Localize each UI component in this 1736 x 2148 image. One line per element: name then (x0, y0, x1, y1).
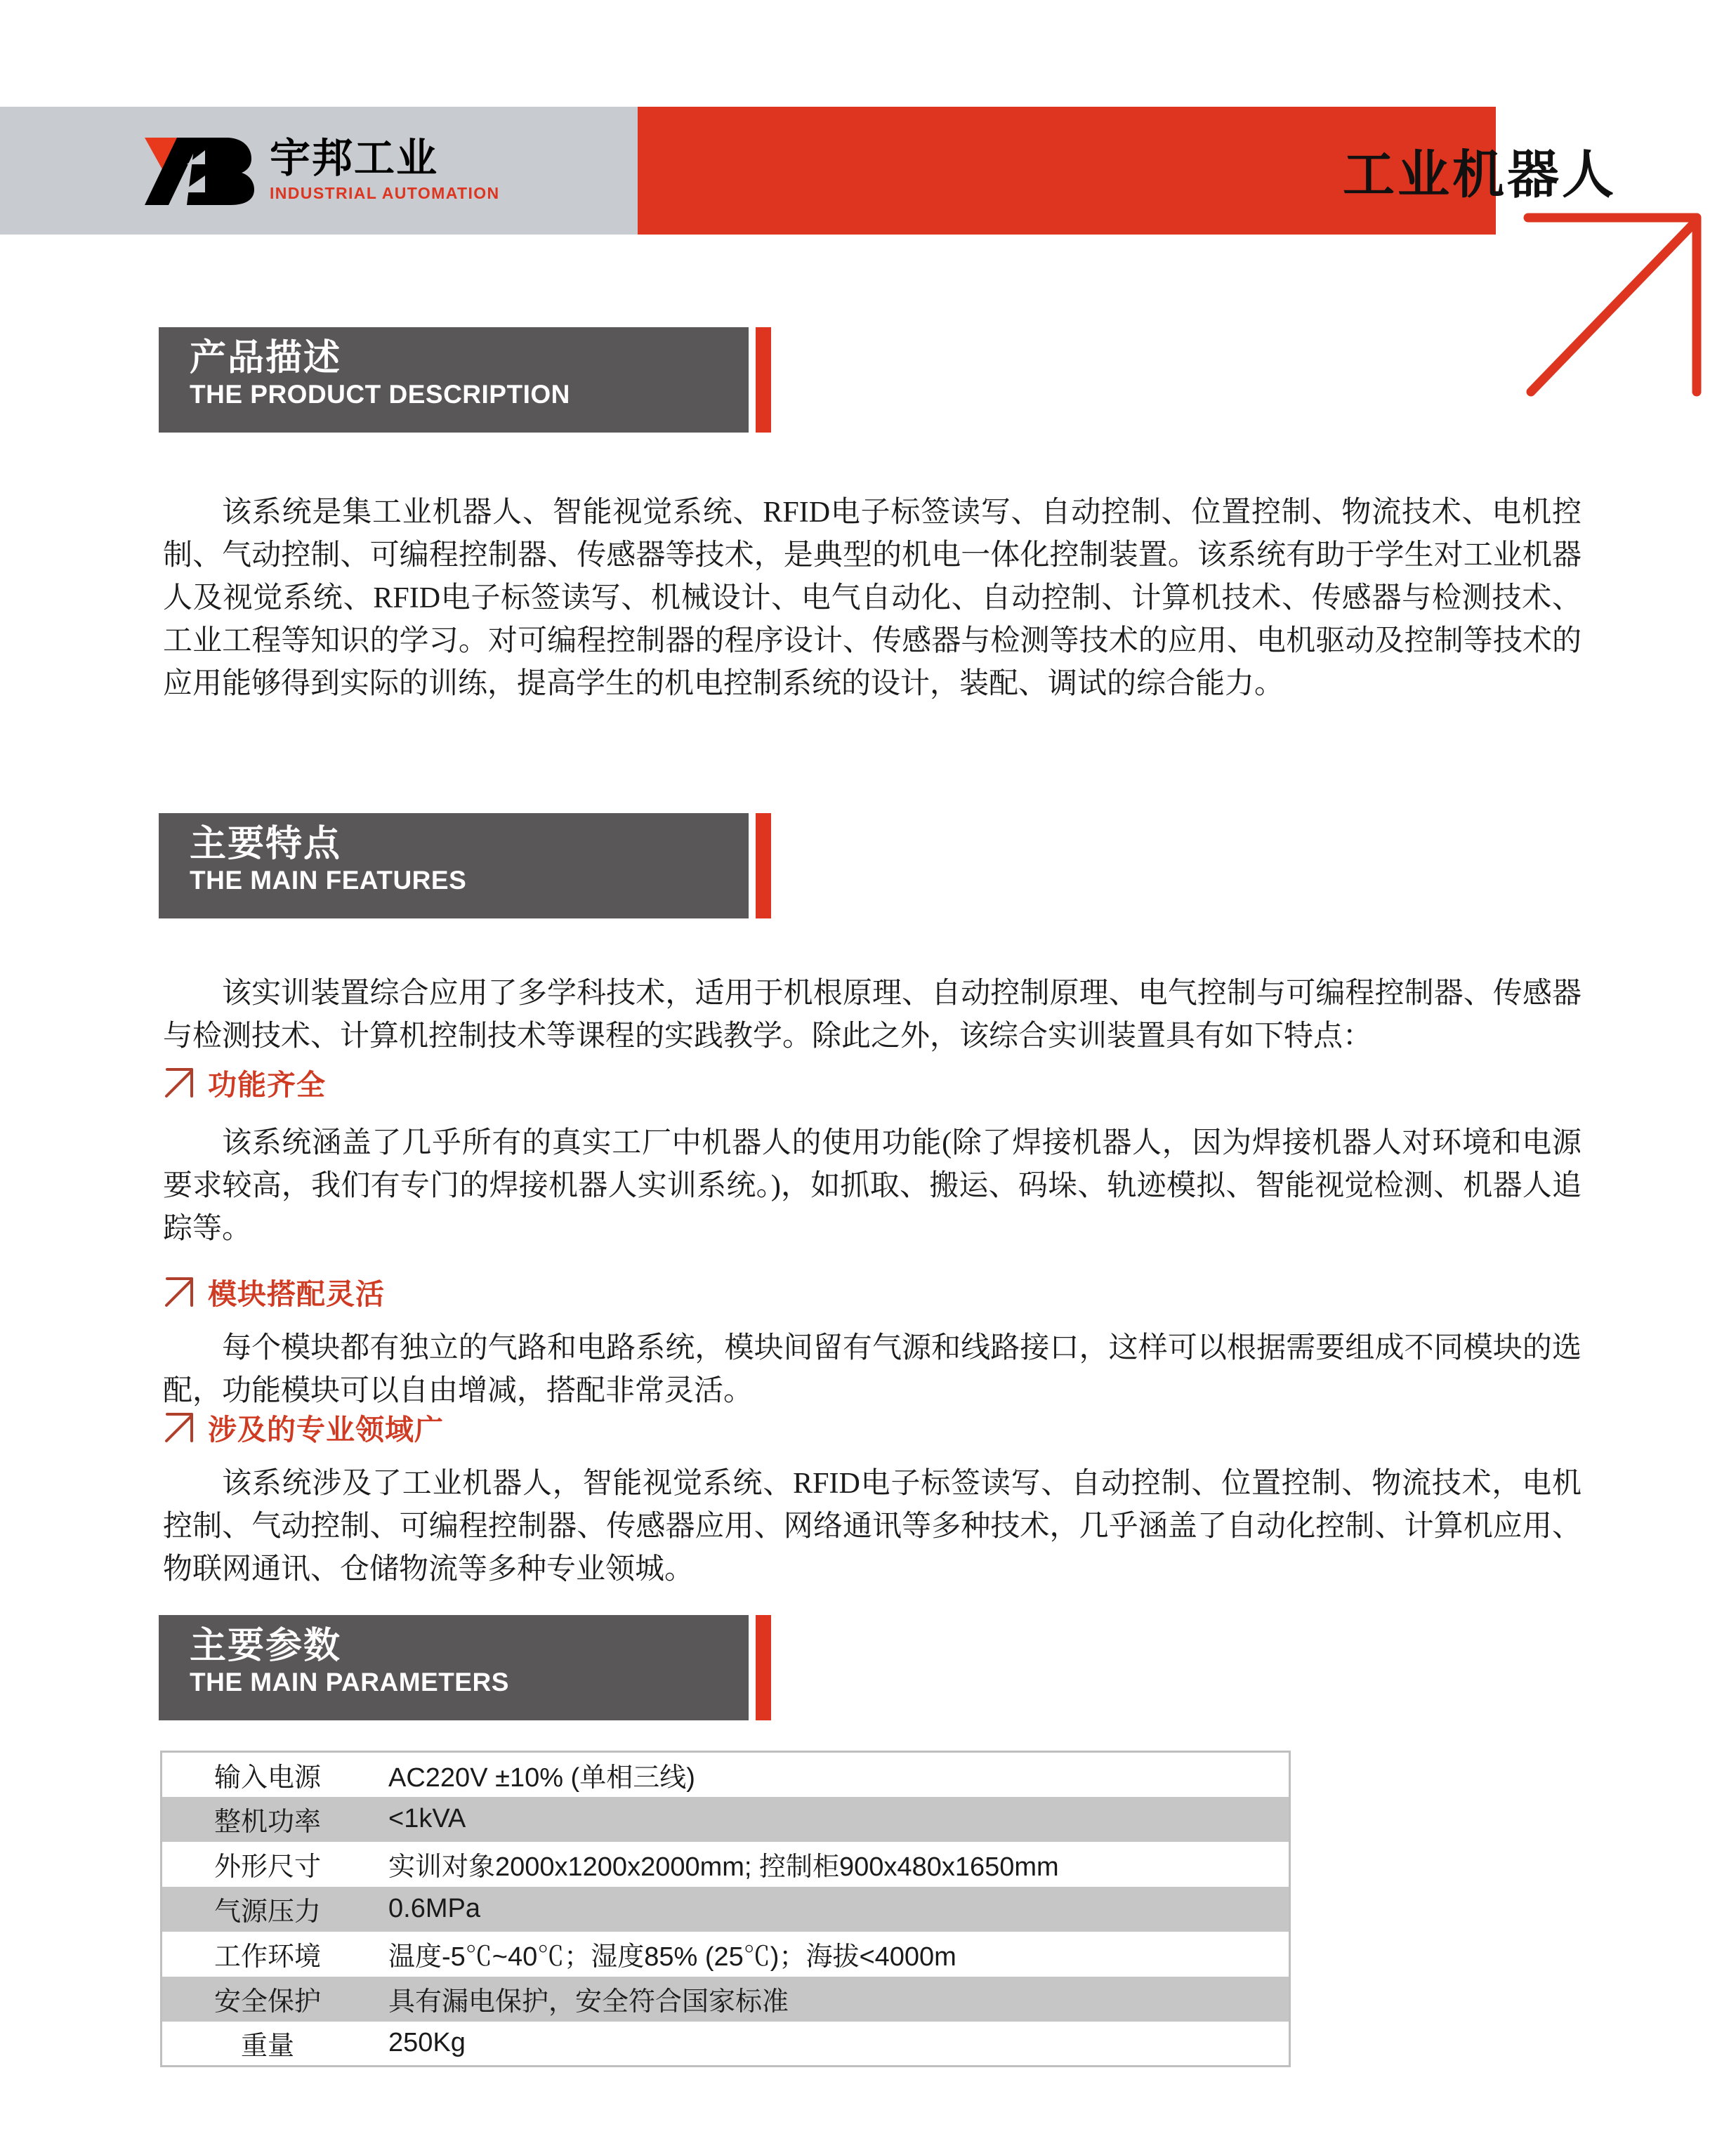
product-description-paragraph: 该系统是集工业机器人、智能视觉系统、RFID电子标签读写、自动控制、位置控制、物流技术、电机控制、气动控制、可编程控制器、传感器等技术，是典型的机电一体化控制装置。该系统有助于学生对工业机器人及视觉系统、RFID电子标签读写、机械设计、电气自动化、自动控制、计算机技术、传感器与检测技术、工业工程等知识的学习。对可编程控制器的程序设计、传感器与检测等技术的应用、电机驱动及控制等技术的应用能够得到实际的训练，提高学生的机电控制系统的设计，装配、调试的综合能力。 (163, 496, 1582, 700)
param-value: AC220V ±10% (单相三线) (388, 1762, 695, 1793)
company-logo (140, 132, 500, 209)
param-value: 实训对象2000x1200x2000mm; 控制柜900x480x1650mm (388, 1852, 1059, 1882)
table-row (162, 1977, 1290, 2022)
section-title-en: THE MAIN PARAMETERS (190, 1668, 509, 1697)
param-value: <1kVA (388, 1804, 466, 1833)
section-title-cn: 主要特点 (190, 824, 342, 864)
page-header (0, 107, 1736, 235)
section-title-cn: 主要参数 (190, 1626, 342, 1666)
param-key: 工作环境 (213, 1942, 321, 1972)
yb-logo-icon (140, 132, 260, 209)
section-title-en: THE MAIN FEATURES (190, 866, 467, 895)
arrow-up-right-icon (163, 1066, 195, 1100)
arrow-up-right-icon (163, 1275, 195, 1309)
param-key: 外形尺寸 (213, 1852, 321, 1882)
feature-label: 涉及的专业领域广 (208, 1414, 444, 1446)
section-title-cn: 产品描述 (190, 338, 342, 378)
section-heading-main-parameters (159, 1615, 771, 1720)
logo-company-name-en: INDUSTRIAL AUTOMATION (270, 184, 500, 202)
param-key: 输入电源 (213, 1762, 321, 1793)
feature-paragraph-1: 该系统涵盖了几乎所有的真实工厂中机器人的使用功能(除了焊接机器人，因为焊接机器人对环境和电源要求较高，我们有专门的焊接机器人实训系统。)，如抓取、搬运、码垛、轨迹模拟、智能视觉检测、机器人追踪等。 (163, 1127, 1582, 1245)
param-key: 整机功率 (213, 1807, 321, 1837)
param-value: 0.6MPa (388, 1894, 480, 1923)
section-heading-accent-bar (756, 813, 771, 918)
table-row (162, 1797, 1290, 1842)
logo-text-block (270, 138, 500, 203)
table-row (162, 1887, 1290, 1932)
logo-company-name-cn: 宇邦工业 (270, 136, 439, 181)
param-key: 气源压力 (213, 1897, 321, 1927)
section-heading-main-features (159, 813, 771, 918)
section-heading-box (159, 327, 749, 433)
parameters-table (160, 1751, 1291, 2067)
table-row (162, 1752, 1290, 1797)
param-value: 250Kg (388, 2028, 466, 2058)
table-row (162, 1932, 1290, 1977)
table-row (162, 1842, 1290, 1887)
param-value: 具有漏电保护，安全符合国家标准 (388, 1987, 789, 2017)
section-title-en: THE PRODUCT DESCRIPTION (190, 380, 570, 409)
table-row (162, 2022, 1290, 2067)
param-value: 温度-5℃~40℃；湿度85% (25℃)；海拔<4000m (388, 1942, 956, 1972)
feature-subheading-2 (163, 1271, 385, 1312)
section-heading-product-description (159, 327, 771, 433)
param-key: 重量 (240, 2031, 294, 2062)
section-heading-accent-bar (756, 1615, 771, 1720)
page-title: 工业机器人 (1343, 145, 1617, 204)
feature-paragraph-2: 每个模块都有独立的气路和电路系统，模块间留有气源和线路接口，这样可以根据需要组成不同模块的选配，功能模块可以自由增减，搭配非常灵活。 (163, 1332, 1582, 1407)
section-heading-box (159, 813, 749, 918)
param-key: 安全保护 (213, 1987, 321, 2017)
arrow-up-right-icon (163, 1411, 195, 1444)
main-features-intro-paragraph: 该实训装置综合应用了多学科技术，适用于机根原理、自动控制原理、电气控制与可编程控制器、传感器与检测技术、计算机控制技术等课程的实践教学。除此之外，该综合实训装置具有如下特点： (163, 977, 1582, 1053)
feature-paragraph-3: 该系统涉及了工业机器人，智能视觉系统、RFID电子标签读写、自动控制、位置控制、物流技术，电机控制、气动控制、可编程控制器、传感器应用、网络通讯等多种技术，几乎涵盖了自动化控制、计算机应用、物联网通讯、仓储物流等多种专业领城。 (163, 1468, 1582, 1586)
section-heading-box (159, 1615, 749, 1720)
section-heading-accent-bar (756, 327, 771, 433)
feature-label: 模块搭配灵活 (208, 1278, 385, 1310)
feature-subheading-1 (163, 1062, 326, 1103)
arrow-up-right-icon (1523, 211, 1705, 400)
feature-subheading-3 (163, 1406, 444, 1448)
feature-label: 功能齐全 (208, 1069, 326, 1101)
parameters-table-body (162, 1752, 1290, 2067)
